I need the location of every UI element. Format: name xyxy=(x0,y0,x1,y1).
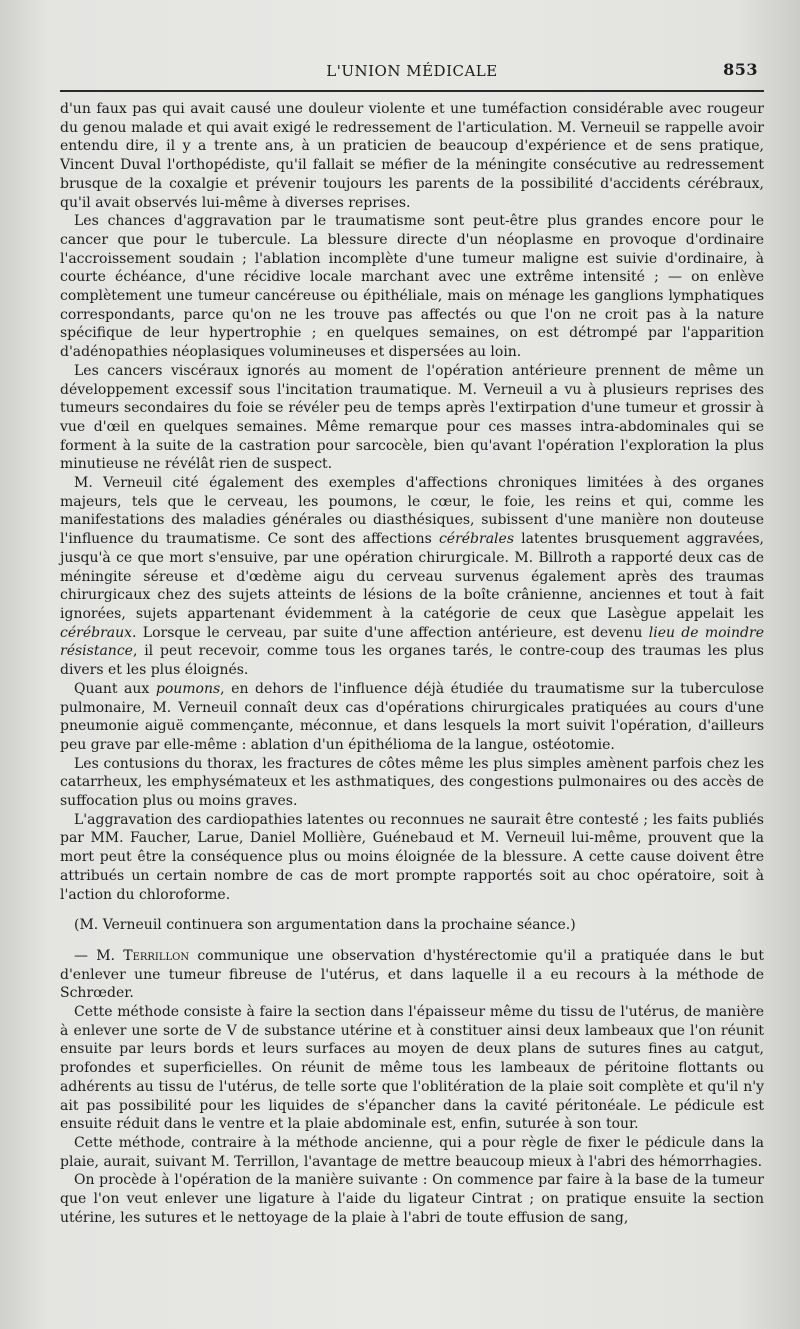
paragraph-continuation: d'un faux pas qui avait causé une douleur violente et une tuméfaction considérable avec rougeur du genou malade et qui avait exigé le redressement de l'articulation. M. Verneuil se rappelle avoir entendu dire, il y a trente ans, à un praticien de beaucoup d'expérience et de sens pratique, Vincent Duval l'orthopédiste, qu'il fallait se méfier de la méningite consécutive au redressement brusque de la coxalgie et prévenir toujours les parents de la possibilité d'accidents cérébraux, qu'il avait observés lui-même à diverses reprises. xyxy=(60,101,764,211)
header-rule xyxy=(60,90,764,92)
paragraph-cancer: Les chances d'aggravation par le traumatisme sont peut-être plus grandes encore pour le cancer que pour le tubercule. La blessure directe d'un néoplasme en provoque d'ordinaire l'accroissement soudain ; l'ablation incomplète d'une tumeur maligne est suivie d'ordinaire, à courte échéance, d'une récidive locale marchant avec une extrême intensité ; — on enlève complètement une tumeur cancéreuse ou épithéliale, mais on ménage les ganglions lymphatiques correspondants, parce qu'on ne les trouve pas affectés ou que l'on ne croit pas à la nature spécifique de leur hypertrophie ; en quelques semaines, on est détrompé par l'apparition d'adénopathies néoplasiques volumineuses et dispersées au loin. xyxy=(60,213,764,361)
paragraph-chronic-affections: M. Verneuil cité également des exemples d'affections chroniques limitées à des organes majeurs, tels que le cerveau, les poumons, le cœur, le foie, les reins et qui, comme les manifestations des maladies générales ou diasthésiques, subissent d'une manière non douteuse l'influence du traumatisme. Ce sont des affections cérébrales latentes brusquement aggravées, jusqu'à ce que mort s'ensuive, par une opération chirurgicale. M. Billroth a rapporté deux cas de méningite séreuse et d'œdème aigu du cerveau survenus également après des traumas chirurgicaux chez des sujets atteints de lésions de la boîte crânienne, anciennes et tout à fait ignorées, sujets appartenant évidemment à la catégorie de ceux que Lasègue appelait les cérébraux. Lorsque le cerveau, par suite d'une affection antérieure, est devenu lieu de moindre résistance, il peut recevoir, comme tous les organes tarés, le contre-coup des traumas les plus divers et les plus éloignés. xyxy=(60,475,765,679)
paragraph-terrillon: — M. Terrillon communique une observation d'hystérectomie qu'il a pratiquée dans le but d'enlever une tumeur fibreuse de l'utérus, et dans laquelle il a eu recours à la méthode de Schrœder. xyxy=(60,947,764,1002)
paragraph-cardiopathies: L'aggravation des cardiopathies latentes ou reconnues ne saurait être contesté ; les faits publiés par MM. Faucher, Larue, Daniel Mollière, Guénebaud et M. Verneuil lui-même, prouvent que la mort peut être la conséquence plus ou moins éloignée de la blessure. A cette cause doivent être attribués un certain nombre de cas de mort prompte rapportés soit au choc opératoire, soit à l'action du chloroforme. xyxy=(60,811,764,903)
author-name: Terrillon xyxy=(123,947,190,964)
paragraph-visceral-cancers: Les cancers viscéraux ignorés au moment de l'opération antérieure prennent de même un développement excessif sous l'incitation traumatique. M. Verneuil a vu à plusieurs reprises des tumeurs secondaires du foie se révéler peu de temps après l'extirpation d'une tumeur et grossir à vue d'œil en quelques semaines. Même remarque pour ces masses intra-abdominales qui se forment à la suite de la castration pour sarcocèle, bien qu'avant l'opération l'exploration la plus minutieuse ne révélât rien de suspect. xyxy=(60,362,764,473)
paragraph-thorax: Les contusions du thorax, les fractures de côtes même les plus simples amènent parfois chez les catarrheux, les emphysémateux et les asthmatiques, des congestions pulmonaires ou des accès de suffocation plus ou moins graves. xyxy=(60,755,764,810)
running-title: L'UNION MÉDICALE xyxy=(326,62,498,80)
paragraph-lungs: Quant aux poumons, en dehors de l'influence déjà étudiée du traumatisme sur la tuberculose pulmonaire, M. Verneuil connaît deux cas d'opérations chirurgicales pratiquées au cours d'une pneumonie aiguë commençante, méconnue, et dans lesquels la mort suivit l'opération, d'ailleurs peu grave par elle-même : ablation d'un épithélioma de la langue, ostéotomie. xyxy=(60,680,764,753)
paragraph-method: Cette méthode consiste à faire la section dans l'épaisseur même du tissu de l'utérus, de manière à enlever une sorte de V de substance utérine et à constituer ainsi deux lambeaux que l'on réunit ensuite par leurs bords et leurs surfaces au moyen de deux plans de sutures fines au catgut, profondes et superficielles. On réunit de même tous les lambeaux de péritoine flottants ou adhérents au tissu de l'utérus, de telle sorte que l'oblitération de la plaie soit complète et qu'il n'y ait pas possibilité pour les liquides de s'épancher dans la cavité péritonéale. Le pédicule est ensuite réduit dans le ventre et la plaie abdominale est, enfin, suturée à son tour. xyxy=(60,1004,764,1133)
page-number: 853 xyxy=(723,60,758,79)
paragraph-method-advantage: Cette méthode, contraire à la méthode ancienne, qui a pour règle de fixer le pédicule dans la plaie, aurait, suivant M. Terrillon, l'avantage de mettre beaucoup mieux à l'abri des hémorrhagies. xyxy=(60,1134,764,1170)
page-header xyxy=(60,58,764,84)
body-text xyxy=(60,100,764,1227)
paragraph-continuation-note: (M. Verneuil continuera son argumentation dans la prochaine séance.) xyxy=(74,917,576,934)
paragraph-procedure: On procède à l'opération de la manière suivante : On commence par faire à la base de la tumeur que l'on veut enlever une ligature à l'aide du ligateur Cintrat ; on pratique ensuite la section utérine, les sutures et le nettoyage de la plaie à l'abri de toute effusion de sang, xyxy=(60,1172,764,1226)
